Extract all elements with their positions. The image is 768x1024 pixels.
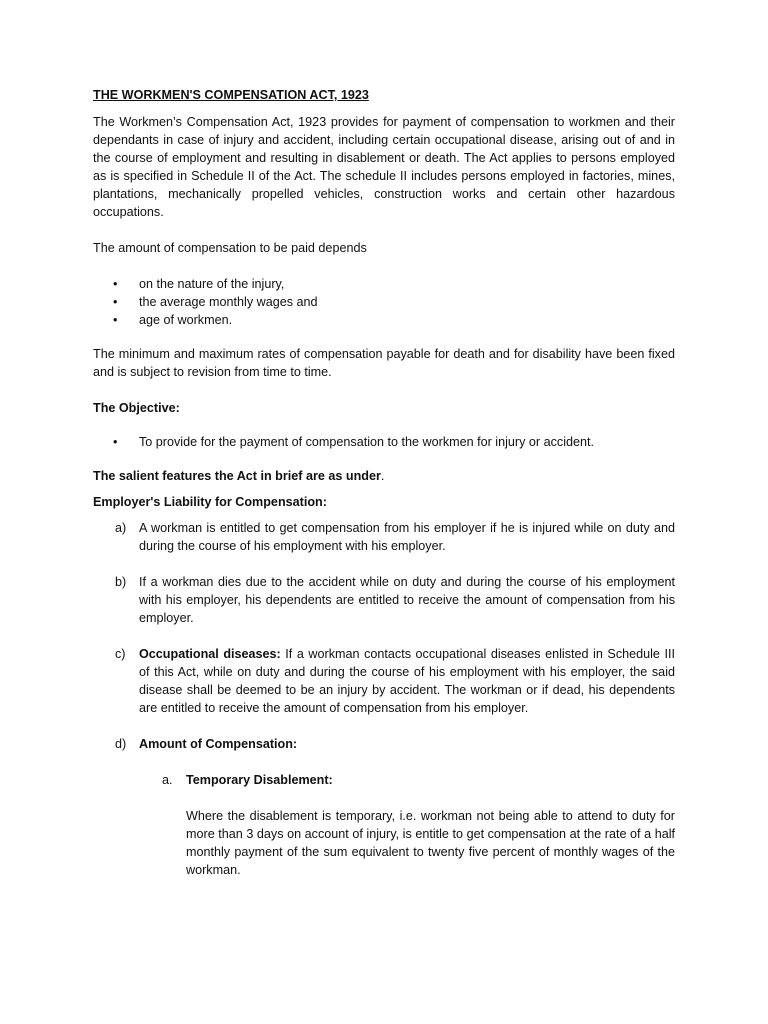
list-item	[93, 735, 675, 753]
objective-list	[93, 433, 675, 451]
item-text: If a workman dies due to the accident while on duty and during the course of his employment with his employer, his dependents are entitled to receive the amount of compensation from his employer.	[139, 575, 675, 625]
sub-item-label: Temporary Disablement:	[186, 773, 333, 787]
bullet-icon: •	[113, 295, 118, 309]
bullet-icon: •	[113, 435, 118, 449]
list-item	[93, 573, 675, 627]
list-item	[93, 645, 675, 717]
document-title: THE WORKMEN'S COMPENSATION ACT, 1923	[93, 88, 369, 102]
item-lead: Amount of Compensation:	[139, 737, 298, 751]
sub-item-paragraph: Where the disablement is temporary, i.e. workman not being able to attend to duty for more than 3 days on account of injury, is entitle to get compensation at the rate of a half monthly payment of the sum equivalent to twenty five percent of monthly wages of the workman.	[186, 809, 675, 877]
objective-heading: The Objective:	[93, 401, 180, 415]
item-text: If a workman contacts occupational diseases enlisted in Schedule III of this Act, while on duty and during the course of his employment with his employer, the said disease shall be deemed to be an injury by accident. The workman or if dead, his dependents are entitled to receive the amount of compensation from his employer.	[139, 647, 675, 715]
item-marker: b)	[115, 575, 127, 589]
list-item: • To provide for the payment of compensation to the workmen for injury or accident.	[113, 435, 595, 449]
depends-lead: The amount of compensation to be paid depends	[93, 241, 367, 255]
sub-item-heading	[93, 771, 675, 789]
item-text: A workman is entitled to get compensation from his employer if he is injured while on duty and during the course of his employment with his employer.	[139, 521, 675, 553]
liability-heading: Employer's Liability for Compensation:	[93, 495, 327, 509]
item-marker: d)	[115, 737, 127, 751]
liability-list	[93, 519, 675, 753]
sub-item-marker: a.	[162, 773, 173, 787]
list-item	[93, 519, 675, 555]
item-lead: Occupational diseases:	[139, 647, 281, 661]
list-item: • on the nature of the injury,	[113, 277, 285, 291]
intro-paragraph: The Workmen’s Compensation Act, 1923 provides for payment of compensation to workmen and their dependants in case of injury and accident, including certain occupational disease, arising out of and in the course of employment and resulting in disablement or death. The Act applies to persons employed as is specified in Schedule II of the Act. The schedule II includes persons employed in factories, mines, plantations, mechanically propelled vehicles, construction works and certain other hazardous occupations.	[93, 115, 675, 219]
rates-paragraph: The minimum and maximum rates of compensation payable for death and for disability have been fixed and is subject to revision from time to time.	[93, 347, 675, 379]
item-marker: a)	[115, 521, 127, 535]
salient-heading: The salient features the Act in brief are as under	[93, 469, 381, 483]
list-item: • the average monthly wages and	[113, 295, 318, 309]
depends-list	[93, 275, 675, 329]
bullet-icon: •	[113, 313, 118, 327]
document-body	[93, 86, 675, 879]
salient-line: The salient features the Act in brief are as under.	[93, 469, 385, 483]
item-marker: c)	[115, 647, 126, 661]
list-item: • age of workmen.	[113, 313, 233, 327]
bullet-icon: •	[113, 277, 118, 291]
